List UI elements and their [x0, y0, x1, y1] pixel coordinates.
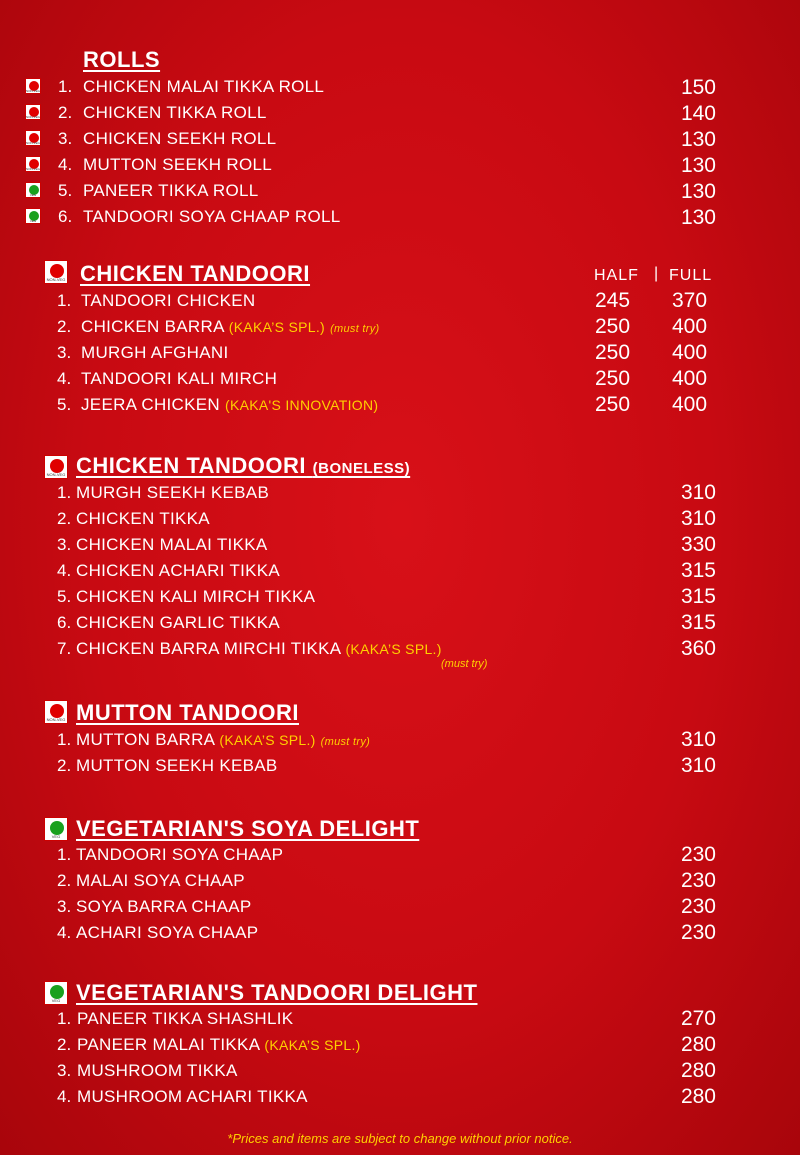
list-item: [0, 481, 800, 507]
list-item: [0, 154, 800, 180]
section-title-soya-delight: VEGETARIAN'S SOYA DELIGHT: [76, 816, 420, 841]
item-name: PANEER MALAI TIKKA: [77, 1035, 260, 1054]
item-price: 310: [680, 507, 716, 530]
item-name: CHICKEN GARLIC TIKKA: [76, 613, 281, 632]
full-price: 400: [672, 393, 708, 416]
item-number: 2.: [58, 103, 73, 122]
list-item: [0, 367, 800, 393]
half-price: 250: [595, 393, 631, 416]
badge-label: NON-VEG: [26, 115, 41, 119]
list-item: [0, 76, 800, 102]
item-number: 2.: [57, 1035, 72, 1054]
nonveg-badge-icon: NON-VEG: [44, 260, 68, 284]
item-name-wrap: [81, 343, 228, 363]
price-notice: *Prices and items are subject to change without prior notice.: [227, 1131, 573, 1146]
item-name-wrap: [76, 509, 210, 529]
item-name-wrap: [76, 613, 280, 633]
item-number: 5.: [57, 395, 72, 414]
item-name-wrap: [77, 1061, 238, 1081]
item-name: CHICKEN SEEKH ROLL: [83, 129, 277, 148]
badge-label: VEG: [29, 219, 37, 223]
item-price: 270: [680, 1007, 716, 1030]
item-price: 150: [680, 76, 716, 99]
special-tag: (KAKA'S INNOVATION): [225, 397, 379, 413]
item-price: 360: [680, 637, 716, 660]
item-number: 6.: [57, 613, 72, 632]
item-price: 280: [680, 1033, 716, 1056]
item-name: CHICKEN BARRA: [81, 317, 224, 336]
nonveg-badge-icon: [25, 78, 41, 94]
item-name: ACHARI SOYA CHAAP: [76, 923, 259, 942]
item-number: 4.: [57, 561, 72, 580]
list-item: [0, 289, 800, 315]
list-item: [0, 754, 800, 780]
item-price: 280: [680, 1059, 716, 1082]
item-name: MURGH AFGHANI: [81, 343, 229, 362]
half-price: 250: [595, 341, 631, 364]
item-price: 310: [680, 754, 716, 777]
boneless-subtitle: (BONELESS): [312, 460, 411, 477]
item-number: 3.: [58, 129, 73, 148]
item-name: TANDOORI CHICKEN: [81, 291, 256, 310]
item-name: MURGH SEEKH KEBAB: [76, 483, 270, 502]
item-price: 310: [680, 728, 716, 751]
badge-label: NON-VEG: [26, 89, 41, 93]
item-name-wrap: [76, 897, 252, 917]
item-name-wrap: [76, 639, 442, 659]
item-name-wrap: [76, 871, 245, 891]
section-title-tandoori-delight: VEGETARIAN'S TANDOORI DELIGHT: [76, 980, 478, 1005]
item-number: 1.: [57, 845, 72, 864]
boneless-title-text: CHICKEN TANDOORI: [76, 453, 307, 478]
item-name-wrap: [76, 845, 283, 865]
item-name-wrap: [81, 395, 378, 415]
list-item: [0, 507, 800, 533]
list-item: [0, 869, 800, 895]
half-label: HALF: [594, 267, 639, 284]
item-number: 4.: [58, 155, 73, 174]
full-price: 400: [672, 341, 708, 364]
item-name: MUSHROOM ACHARI TIKKA: [77, 1087, 308, 1106]
item-price: 315: [680, 611, 716, 634]
badge-label: NON-VEG: [26, 167, 41, 171]
item-name-wrap: [77, 1087, 308, 1107]
item-number: 3.: [57, 1061, 72, 1080]
list-item: [0, 921, 800, 947]
item-name-wrap: [81, 317, 380, 337]
item-name: CHICKEN MALAI TIKKA: [76, 535, 268, 554]
list-item: [0, 585, 800, 611]
list-item: [0, 895, 800, 921]
list-item: [0, 102, 800, 128]
item-number: 4.: [57, 1087, 72, 1106]
nonveg-badge-icon: [25, 156, 41, 172]
must-try-tag: (must try): [330, 323, 380, 335]
item-name: CHICKEN TIKKA: [76, 509, 210, 528]
item-number: 3.: [57, 897, 72, 916]
list-item: [0, 637, 800, 663]
item-price: 330: [680, 533, 716, 556]
item-name-wrap: [76, 587, 315, 607]
special-tag: (KAKA’S SPL.): [345, 641, 442, 657]
item-name-wrap: [76, 561, 280, 581]
list-item: [0, 393, 800, 419]
half-price: 250: [595, 315, 631, 338]
item-number: 7.: [57, 639, 72, 658]
item-name: CHICKEN MALAI TIKKA ROLL: [83, 77, 325, 96]
list-item: [0, 180, 800, 206]
item-name-wrap: [77, 1035, 361, 1055]
badge-label: VEG: [29, 193, 37, 197]
item-price: 140: [680, 102, 716, 125]
must-try-note: (must try): [441, 658, 488, 670]
item-number: 1.: [57, 730, 72, 749]
item-number: 2.: [57, 871, 72, 890]
nonveg-badge-icon: [25, 130, 41, 146]
list-item: [0, 559, 800, 585]
item-number: 5.: [57, 587, 72, 606]
item-price: 230: [680, 843, 716, 866]
item-price: 230: [680, 869, 716, 892]
item-price: 130: [680, 180, 716, 203]
item-name: TANDOORI SOYA CHAAP: [76, 845, 284, 864]
half-price: 250: [595, 367, 631, 390]
item-price: 130: [680, 154, 716, 177]
item-name-wrap: [76, 483, 269, 503]
item-name: TANDOORI KALI MIRCH: [81, 369, 278, 388]
item-number: 1.: [57, 483, 72, 502]
list-item: [0, 206, 800, 232]
section-title-mutton-tandoori: MUTTON TANDOORI: [76, 700, 299, 725]
item-name: MUTTON BARRA: [76, 730, 215, 749]
item-name-wrap: [76, 730, 370, 750]
item-price: 310: [680, 481, 716, 504]
must-try-tag: (must try): [320, 736, 371, 748]
list-item: [0, 1085, 800, 1111]
item-name: CHICKEN ACHARI TIKKA: [76, 561, 281, 580]
list-item: [0, 128, 800, 154]
nonveg-badge-icon: NON-VEG: [44, 700, 68, 724]
item-number: 2.: [57, 756, 72, 775]
special-tag: (KAKA’S SPL.): [228, 319, 326, 335]
item-number: 4.: [57, 369, 72, 388]
full-price: 400: [672, 367, 708, 390]
item-name-wrap: [77, 1009, 293, 1029]
item-number: 3.: [57, 343, 72, 362]
item-name: CHICKEN KALI MIRCH TIKKA: [76, 587, 316, 606]
item-name-wrap: [76, 535, 268, 555]
item-price: 280: [680, 1085, 716, 1108]
veg-badge-icon: VEG: [44, 981, 68, 1005]
badge-label: NON-VEG: [26, 141, 41, 145]
veg-badge-icon: [25, 208, 41, 224]
item-name-wrap: [81, 369, 277, 389]
item-name: JEERA CHICKEN: [81, 395, 220, 414]
item-number: 5.: [58, 181, 73, 200]
item-price: 315: [680, 559, 716, 582]
item-name-wrap: [76, 756, 278, 776]
item-name: CHICKEN BARRA MIRCHI TIKKA: [76, 639, 341, 658]
list-item: [0, 341, 800, 367]
item-name: PANEER TIKKA SHASHLIK: [77, 1009, 294, 1028]
full-label: FULL: [669, 267, 713, 284]
item-name: SOYA BARRA CHAAP: [76, 897, 252, 916]
item-name: MALAI SOYA CHAAP: [76, 871, 245, 890]
item-number: 4.: [57, 923, 72, 942]
half-price: 245: [595, 289, 631, 312]
item-number: 1.: [58, 77, 73, 96]
item-number: 6.: [58, 207, 73, 226]
item-number: 1.: [57, 291, 72, 310]
section-title-chicken-boneless: [76, 453, 410, 479]
item-name: MUSHROOM TIKKA: [77, 1061, 238, 1080]
list-item: [0, 1033, 800, 1059]
section-title-chicken-tandoori: CHICKEN TANDOORI: [80, 261, 311, 286]
item-name: MUTTON SEEKH KEBAB: [76, 756, 278, 775]
section-title-rolls: ROLLS: [83, 47, 161, 72]
half-full-separator: |: [654, 265, 660, 282]
item-price: 315: [680, 585, 716, 608]
special-tag: (KAKA’S SPL.): [264, 1037, 361, 1053]
item-price: 130: [680, 206, 716, 229]
item-name: PANEER TIKKA ROLL: [83, 181, 259, 200]
item-number: 2.: [57, 509, 72, 528]
list-item: [0, 315, 800, 341]
list-item: [0, 611, 800, 637]
full-price: 400: [672, 315, 708, 338]
item-name-wrap: [81, 291, 256, 311]
full-price: 370: [672, 289, 708, 312]
list-item: [0, 728, 800, 754]
item-price: 230: [680, 895, 716, 918]
item-price: 130: [680, 128, 716, 151]
item-number: 2.: [57, 317, 72, 336]
list-item: [0, 1059, 800, 1085]
veg-badge-icon: VEG: [44, 817, 68, 841]
list-item: [0, 1007, 800, 1033]
item-price: 230: [680, 921, 716, 944]
nonveg-badge-icon: [25, 104, 41, 120]
list-item: [0, 843, 800, 869]
nonveg-badge-icon: NON-VEG: [44, 455, 68, 479]
list-item: [0, 533, 800, 559]
item-number: 1.: [57, 1009, 72, 1028]
special-tag: (KAKA’S SPL.): [219, 732, 316, 748]
item-name: MUTTON SEEKH ROLL: [83, 155, 272, 174]
item-name: CHICKEN TIKKA ROLL: [83, 103, 267, 122]
veg-badge-icon: [25, 182, 41, 198]
item-name: TANDOORI SOYA CHAAP ROLL: [83, 207, 341, 226]
item-number: 3.: [57, 535, 72, 554]
item-name-wrap: [76, 923, 258, 943]
